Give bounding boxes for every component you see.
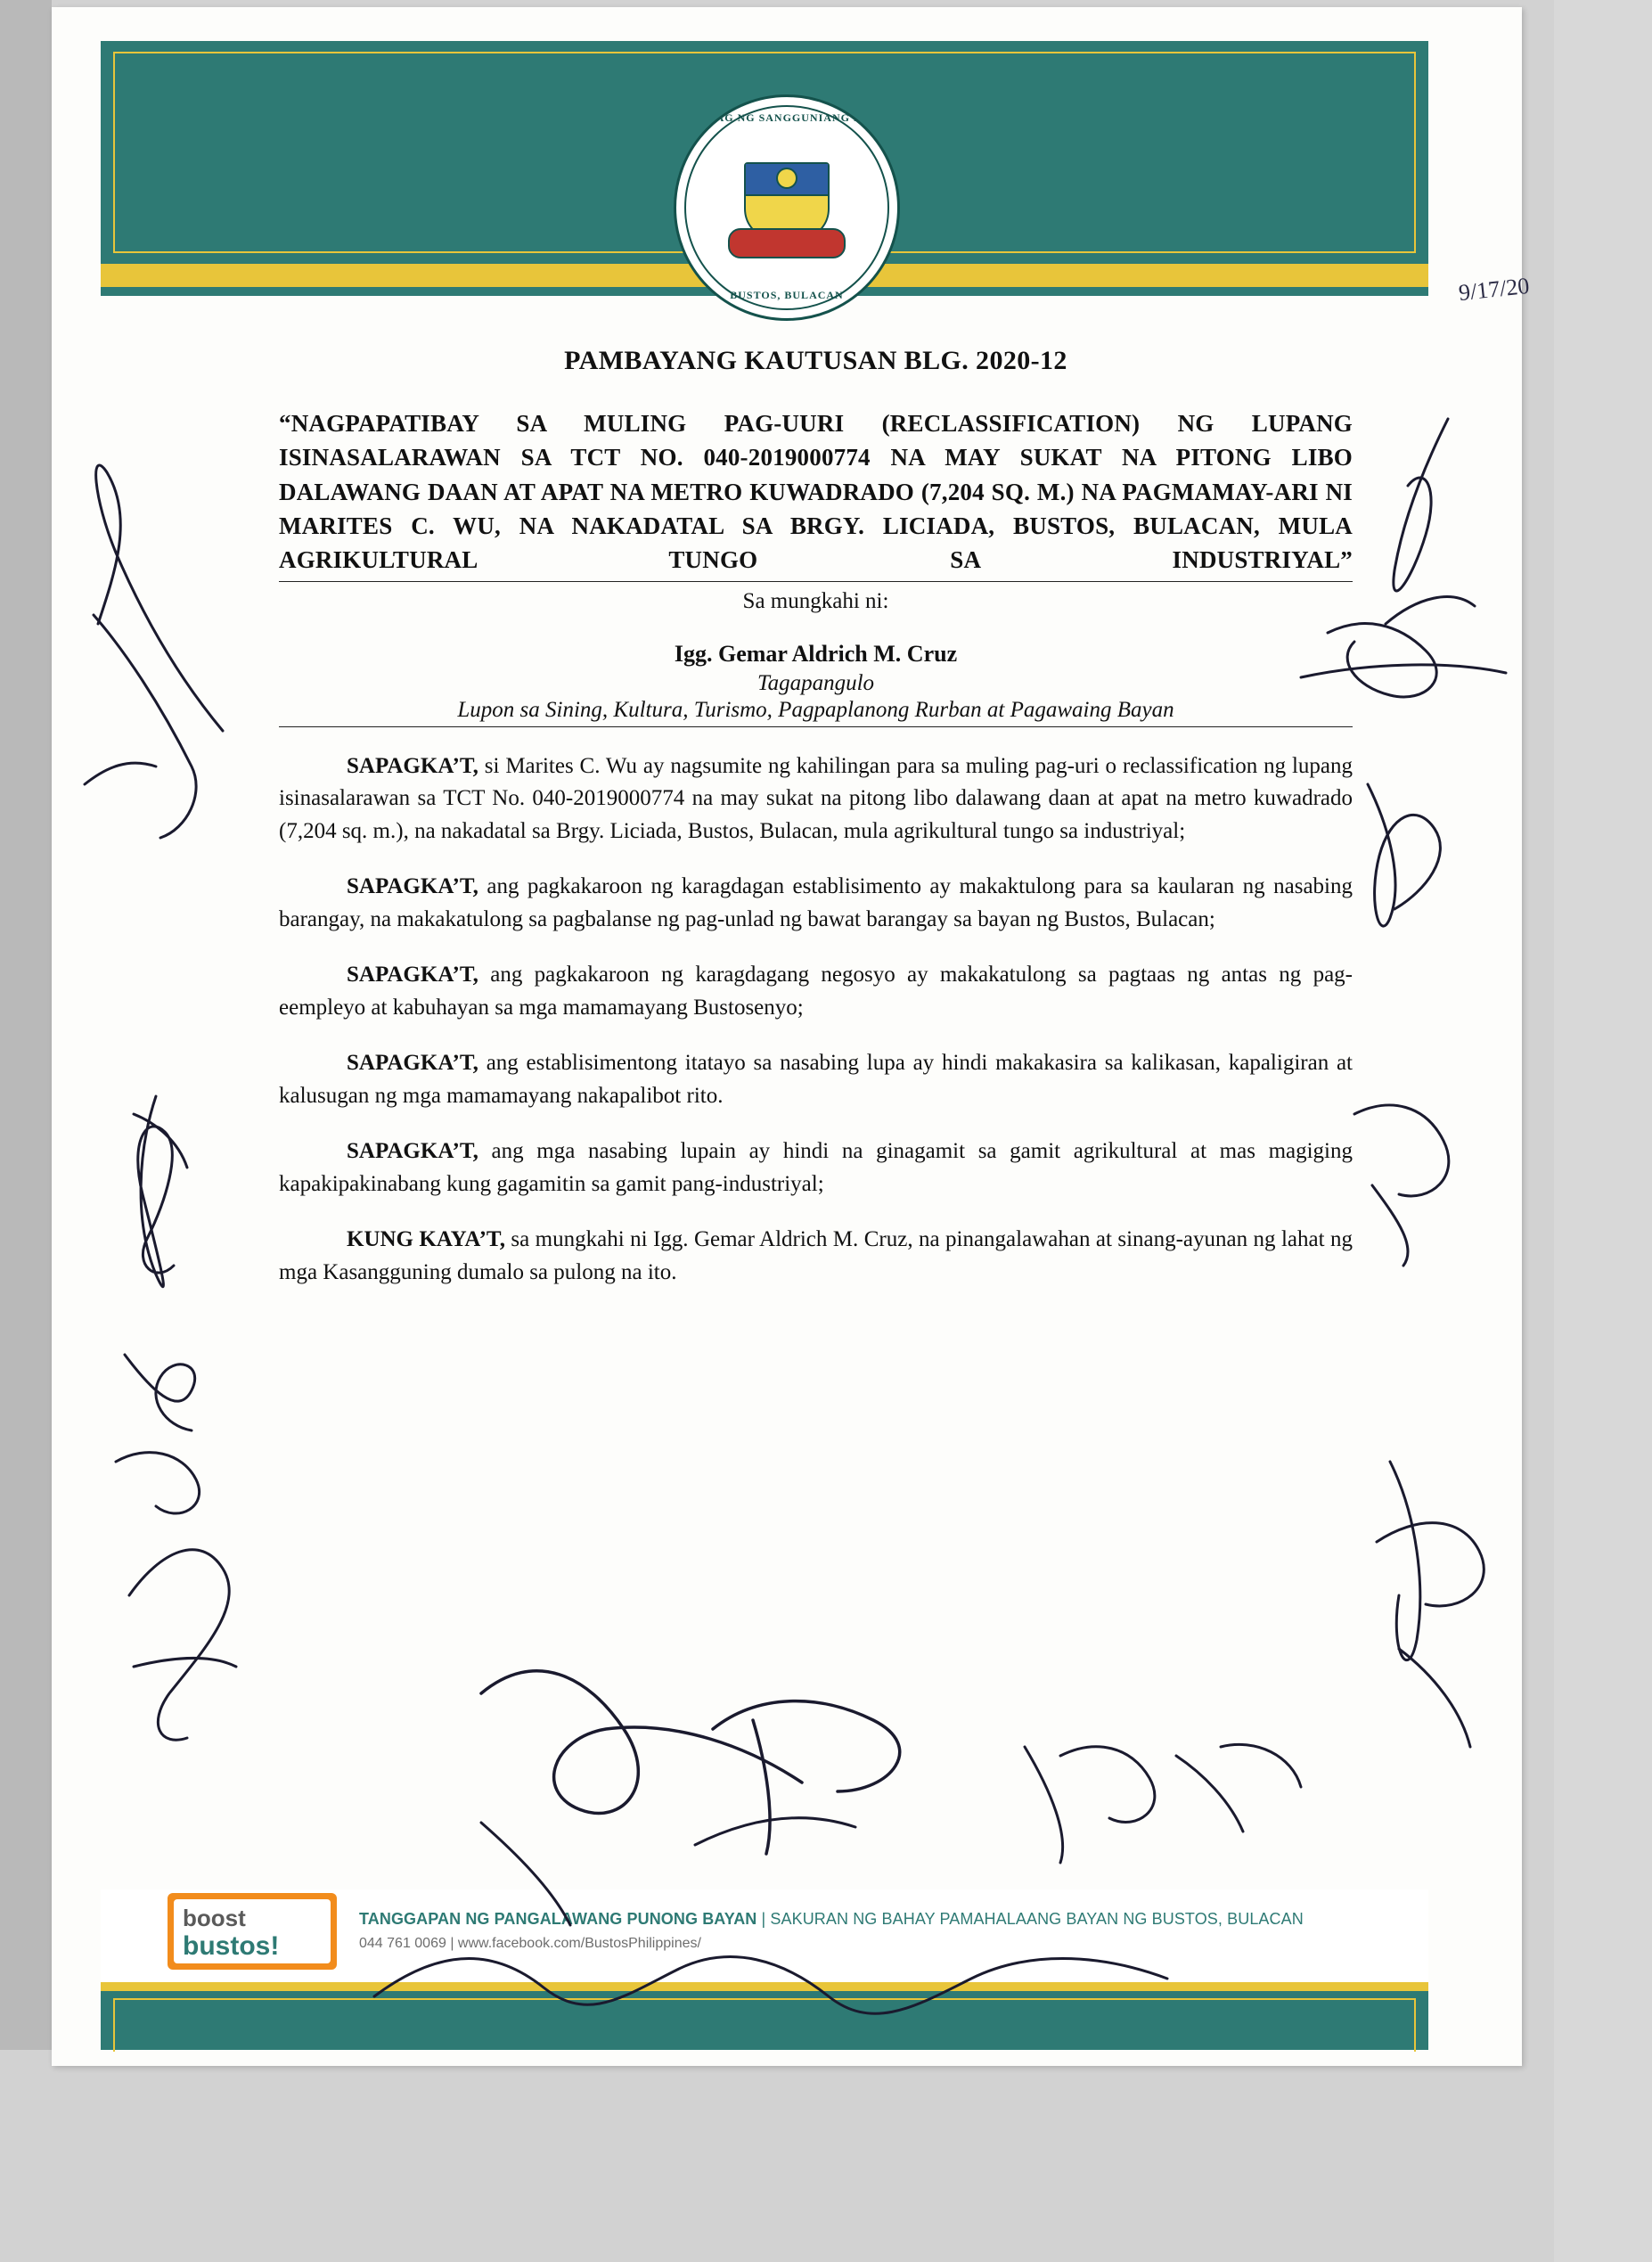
sponsor-name: Igg. Gemar Aldrich M. Cruz bbox=[674, 640, 958, 667]
clause-keyword: SAPAGKA’T, bbox=[347, 963, 478, 988]
ordinance-title: “NAGPAPATIBAY SA MULING PAG-UURI (RECLASSIFICATION) NG LUPANG ISINASALARAWAN SA TCT NO. 040-2019000774 NA MAY SUKAT NA PITONG LIBO DALAWANG DAAN AT APAT NA METRO KUWADRADO (7,204 SQ. M.) NA PAGMAMAY-ARI NI MARITES C. WU, NA NAKADATAL SA BRGY. LICIADA, BUSTOS, BULACAN, MULA AGRIKULTURAL TUNGO SA INDUSTRIYAL” bbox=[279, 410, 1353, 574]
sponsor-lead: Sa mungkahi ni: bbox=[742, 588, 889, 613]
sponsor-committee: Lupon sa Sining, Kultura, Turismo, Pagpaplanong Rurban at Pagawaing Bayan bbox=[457, 697, 1174, 722]
footer-office-line bbox=[359, 1910, 1304, 1929]
sponsor-role: Tagapangulo bbox=[756, 670, 875, 695]
clause-text: sa mungkahi ni Igg. Gemar Aldrich M. Cruz, na pinangalawahan at sinang-ayunan ng lahat ng mga Kasangguning dumalo sa pulong na ito. bbox=[279, 1227, 1353, 1284]
clause-paragraph bbox=[279, 959, 1353, 1024]
seal-ribbon bbox=[728, 228, 846, 258]
clause-keyword: SAPAGKA’T, bbox=[347, 874, 478, 899]
document-body bbox=[279, 346, 1353, 1312]
clause-text: ang pagkakaroon ng karagdagan establisimento ay makaktulong para sa kaularan ng nasabing barangay, na makakatulong sa pagbalanse ng pag-unlad ng bawat barangay sa bayan ng Bustos, Bulacan; bbox=[279, 874, 1353, 931]
clause-text: si Marites C. Wu ay nagsumite ng kahilingan para sa muling pag-uri o reclassification ng lupang isinasalarawan sa TCT No. 040-2019000774 na may sukat na pitong libo dalawang daan at apat na metro kuwadrado (7,204 sq. m.), na nakadatal sa Brgy. Liciada, Bustos, Bulacan, mula agrikultural tungo sa industriyal; bbox=[279, 753, 1353, 843]
scanner-left-edge bbox=[0, 0, 52, 2050]
clause-paragraph bbox=[279, 1047, 1353, 1112]
seal-text-top: SAGISAG NG SANGGUNIANG BAYAN bbox=[679, 111, 895, 124]
seal-shield-chief bbox=[746, 164, 828, 196]
clause-keyword: SAPAGKA’T, bbox=[347, 753, 478, 778]
clause-paragraph bbox=[279, 871, 1353, 936]
seal-text-bottom: BUSTOS, BULACAN bbox=[730, 289, 844, 301]
clause-text: ang mga nasabing lupain ay hindi na ginagamit sa gamit agrikultural at mas magiging kapakipakinabang kung gagamitin sa gamit pang-industriyal; bbox=[279, 1139, 1353, 1196]
seal-sun-icon bbox=[778, 169, 796, 187]
title-underline bbox=[279, 581, 1353, 582]
scanner-right-edge bbox=[1554, 0, 1652, 2262]
boost-bustos-logo bbox=[168, 1893, 337, 1970]
footer-office-normal: | SAKURAN NG BAHAY PAMAHALAANG BAYAN NG BUSTOS, BULACAN bbox=[756, 1910, 1304, 1928]
ordinance-number: PAMBAYANG KAUTUSAN BLG. 2020-12 bbox=[564, 346, 1067, 375]
clause-text: ang establisimentong itatayo sa nasabing lupa ay hindi makakasira sa kalikasan, kapaligiran at kalusugan ng mga mamamayang nakapalibot rito. bbox=[279, 1051, 1353, 1108]
footer-gold-stripe bbox=[101, 1982, 1428, 1991]
clause-keyword: SAPAGKA’T, bbox=[347, 1051, 478, 1076]
seal-emblem bbox=[733, 155, 840, 260]
document-page bbox=[52, 7, 1522, 2066]
logo-line2: bustos! bbox=[183, 1931, 280, 1961]
committee-underline bbox=[279, 726, 1353, 727]
clause-paragraph bbox=[279, 1224, 1353, 1289]
clause-keyword: SAPAGKA’T, bbox=[347, 1139, 478, 1164]
clause-keyword: KUNG KAYA’T, bbox=[347, 1227, 505, 1252]
clause-text: ang pagkakaroon ng karagdagang negosyo ay makakatulong sa pagtaas ng antas ng pag-eempleyo at kabuhayan sa mga mamamayang Bustosenyo; bbox=[279, 963, 1353, 1020]
footer-office-bold: TANGGAPAN NG PANGALAWANG PUNONG BAYAN bbox=[359, 1910, 757, 1928]
footer-teal-border bbox=[113, 1998, 1416, 2052]
municipal-seal-icon bbox=[674, 94, 900, 321]
footer-teal-band bbox=[101, 1991, 1428, 2050]
logo-line1: boost bbox=[183, 1905, 246, 1931]
logo-inner bbox=[174, 1899, 331, 1963]
clause-paragraph bbox=[279, 1135, 1353, 1201]
date-stamp-annotation: 9/17/20 bbox=[1457, 272, 1531, 307]
clause-paragraph bbox=[279, 750, 1353, 848]
footer-contact: 044 761 0069 | www.facebook.com/BustosPhilippines/ bbox=[359, 1936, 701, 1951]
